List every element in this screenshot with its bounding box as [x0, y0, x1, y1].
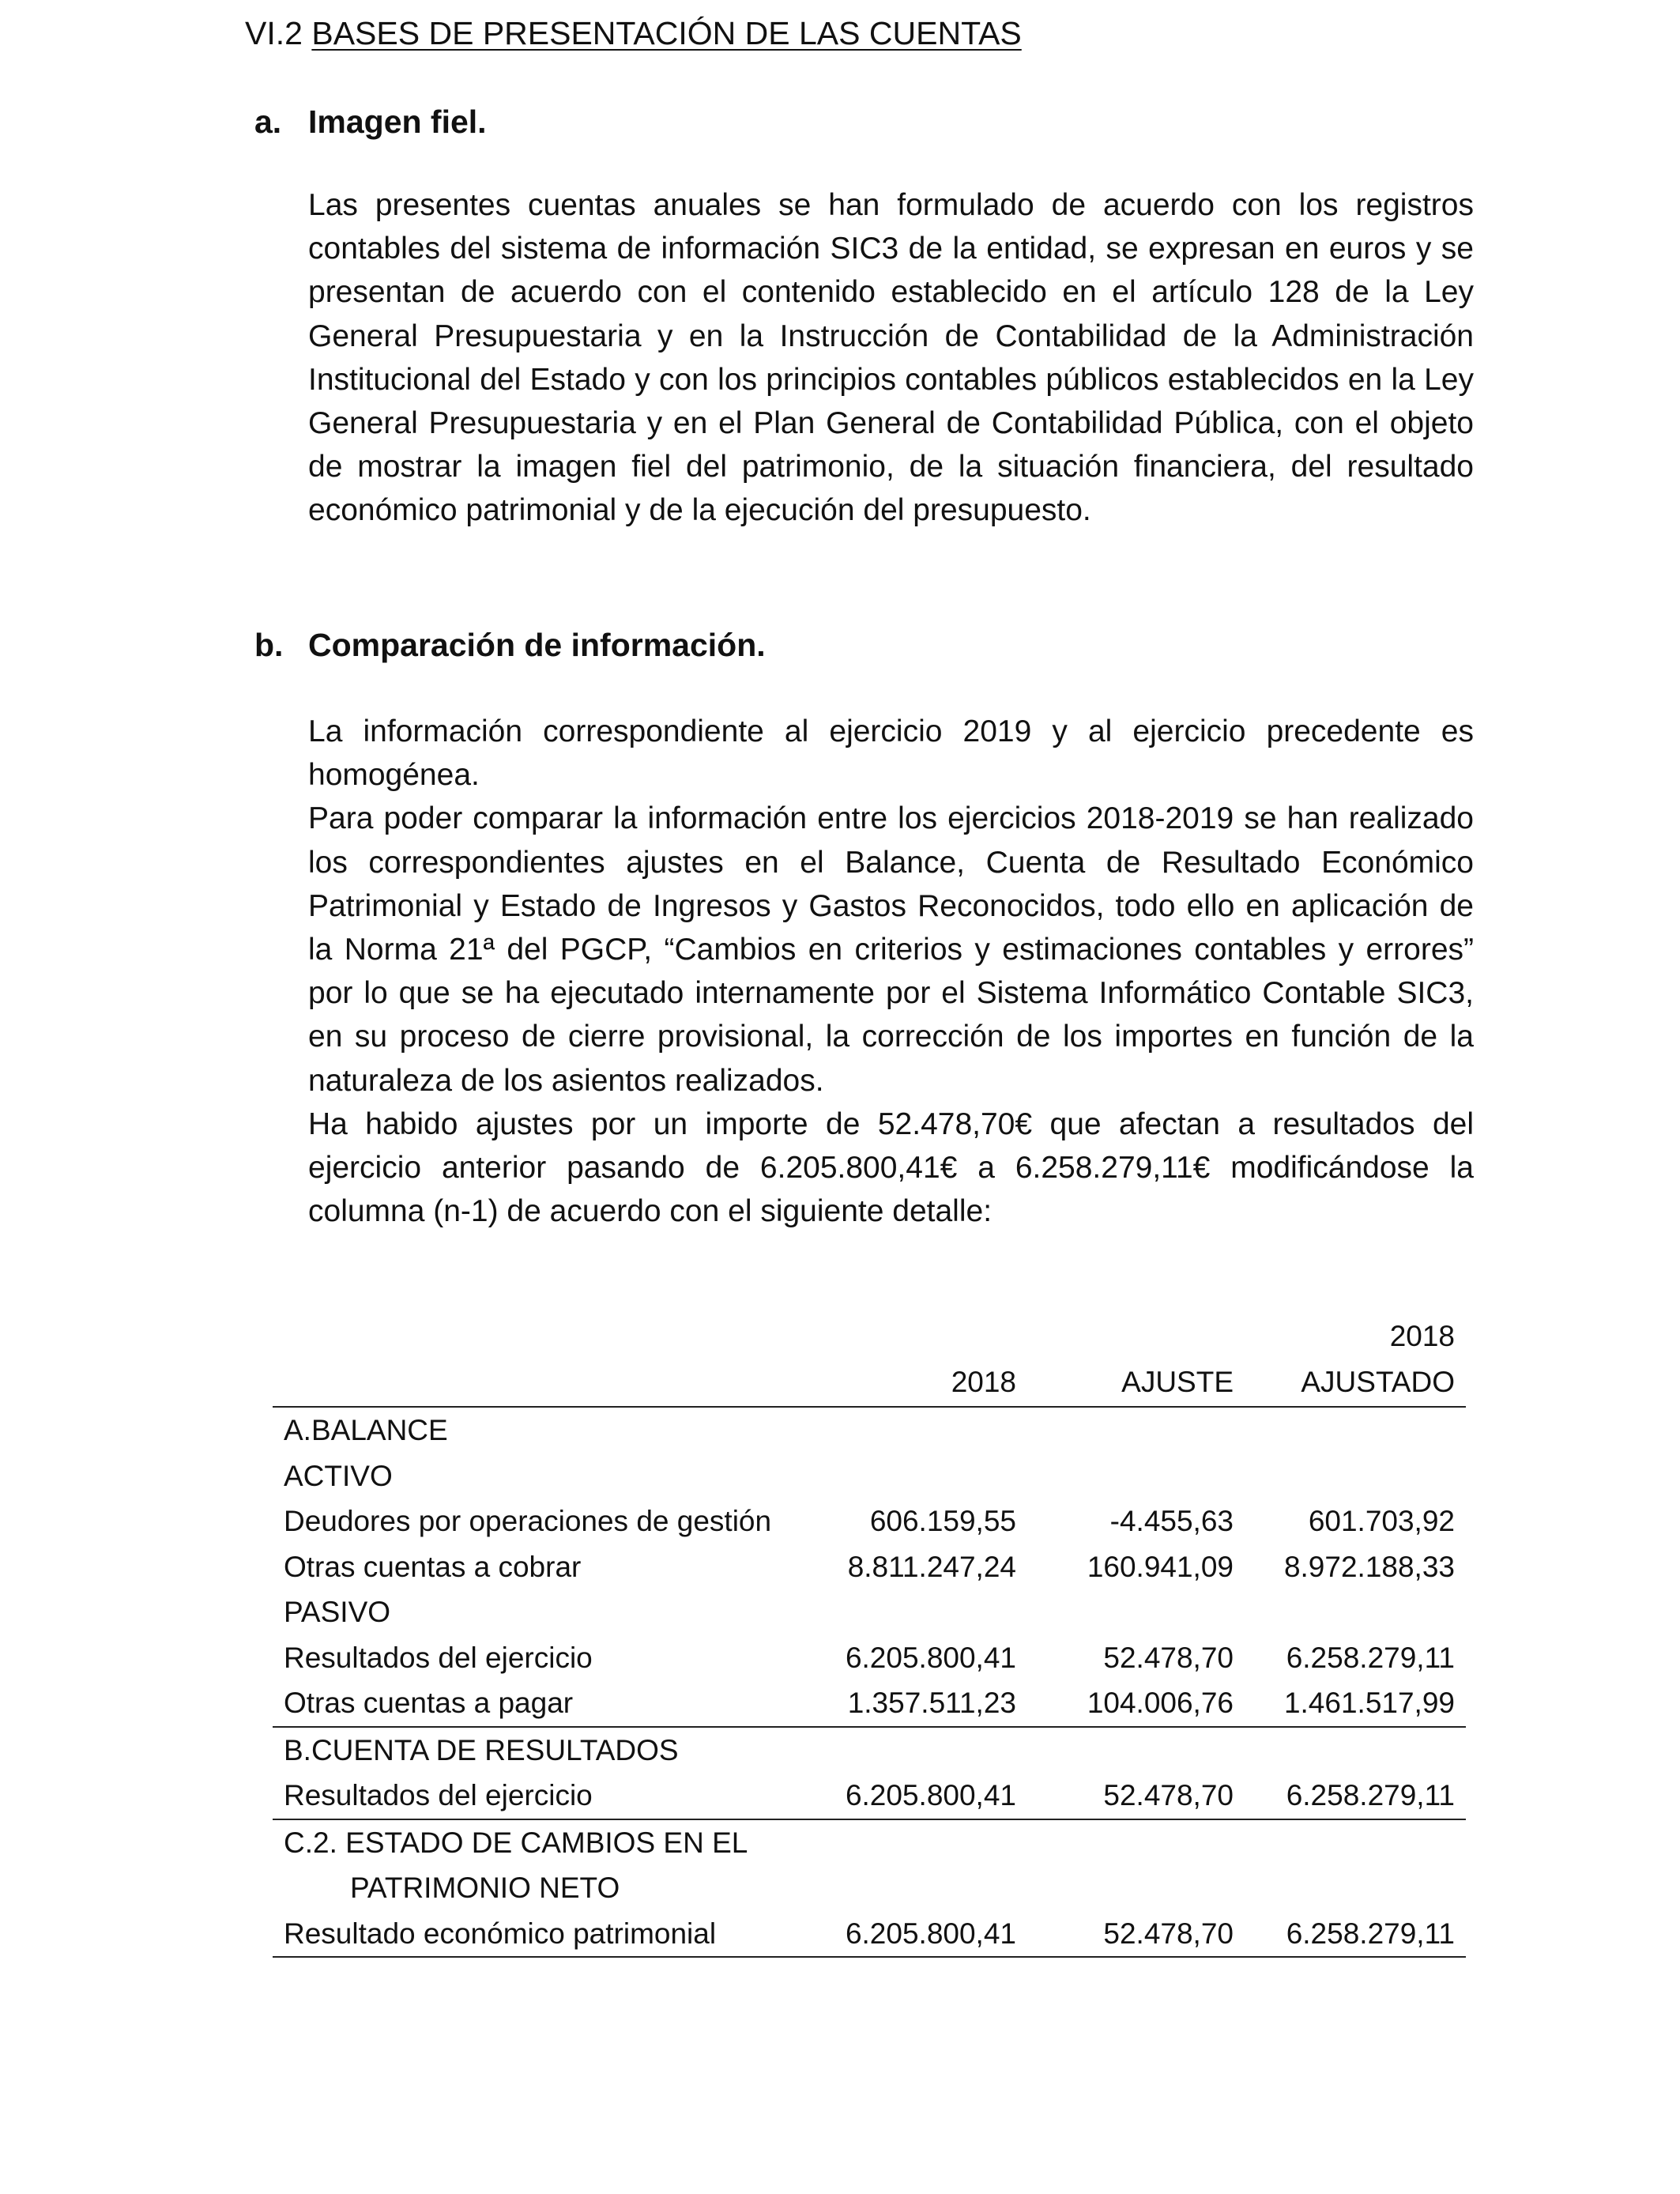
estado-title-line1: C.2. ESTADO DE CAMBIOS EN EL [284, 1826, 748, 1859]
table-row [273, 1498, 1466, 1544]
section-b-title [254, 623, 766, 667]
header-ajuste [1027, 1314, 1245, 1407]
table-row [273, 1544, 1466, 1590]
table-row [273, 1453, 1466, 1499]
cuenta-title: B.CUENTA DE RESULTADOS [284, 1733, 679, 1766]
cell-2018: 6.205.800,41 [845, 1641, 1016, 1674]
pasivo-title: PASIVO [284, 1596, 391, 1628]
balance-title: A.BALANCE [284, 1414, 448, 1446]
table-row [273, 1773, 1466, 1819]
cell-ajustado: 1.461.517,99 [1245, 1680, 1466, 1727]
adjustment-table [273, 1314, 1466, 1958]
cell-ajustado: 6.258.279,11 [1245, 1911, 1466, 1958]
section-a-title [254, 100, 487, 144]
cell-ajustado: 8.972.188,33 [1283, 1550, 1455, 1583]
section-heading [245, 11, 1022, 55]
cell-ajustado: 6.258.279,11 [1245, 1773, 1466, 1819]
section-b-title-text: Comparación de información. [308, 627, 766, 663]
cell-ajuste: 52.478,70 [1027, 1911, 1245, 1958]
section-a-paragraph: Las presentes cuentas anuales se han formulado de acuerdo con los registros contables del sistema de información SIC3 de la entidad, se expresan en euros y se presentan de acuerdo con el contenido establecido en el artículo 128 de la Ley General Presupuestaria y en la Instrucción de Contabilidad de la Administración Institucional del Estado y con los principios contables públicos establecidos en la Ley General Presupuestaria y en el Plan General de Contabilidad Pública, con el objeto de mostrar la imagen fiel del patrimonio, de la situación financiera, del resultado económico patrimonial y de la ejecución del presupuesto. [308, 188, 1474, 528]
header-2018-ajustado [1245, 1314, 1466, 1407]
table-row [273, 1727, 1466, 1774]
table-header-row [273, 1314, 1466, 1407]
table-row [273, 1680, 1466, 1727]
section-a-title-text: Imagen fiel. [308, 104, 487, 140]
section-b-paragraph-2: Para poder comparar la información entre los ejercicios 2018-2019 se han realizado los correspondientes ajustes en el Balance, Cuenta de Resultado Económico Patrimonial y Estado de Ingresos y Gastos Reconocidos, todo ello en aplicación de la Norma 21ª del PGCP, “Cambios en criterios y estimaciones contables y errores” por lo que se ha ejecutado internamente por el Sistema Informático Contable SIC3, en su proceso de cierre provisional, la corrección de los importes en función de la naturaleza de los asientos realizados. [308, 801, 1474, 1098]
cell-2018: 8.811.247,24 [847, 1550, 1016, 1583]
row-label: Resultado económico patrimonial [273, 1911, 810, 1958]
table-row [273, 1589, 1466, 1635]
cell-2018: 6.205.800,41 [810, 1911, 1027, 1958]
cell-ajustado: 601.703,92 [1308, 1505, 1455, 1537]
header-2018: 2018 [810, 1314, 1027, 1407]
cell-ajustado: 6.258.279,11 [1286, 1641, 1455, 1674]
row-label: Deudores por operaciones de gestión [284, 1505, 772, 1537]
estado-title-line2: PATRIMONIO NETO [350, 1872, 620, 1904]
header-ajustado-line2: AJUSTADO [1301, 1365, 1455, 1398]
table-row [273, 1407, 1466, 1453]
table-row [273, 1865, 1466, 1911]
cell-ajuste: 52.478,70 [1103, 1641, 1234, 1674]
heading-title: BASES DE PRESENTACIÓN DE LAS CUENTAS [311, 15, 1022, 51]
cell-ajuste: 104.006,76 [1027, 1680, 1245, 1727]
row-label: Resultados del ejercicio [273, 1773, 810, 1819]
cell-ajuste: 160.941,09 [1087, 1550, 1234, 1583]
activo-title: ACTIVO [284, 1459, 393, 1492]
cell-2018: 1.357.511,23 [810, 1680, 1027, 1727]
cell-ajuste: -4.455,63 [1109, 1505, 1234, 1537]
header-ajustado-line1: 2018 [1389, 1320, 1455, 1352]
section-b-letter: b. [254, 627, 284, 663]
header-ajuste-text: AJUSTE [1121, 1365, 1234, 1398]
table-row [273, 1819, 1466, 1866]
cell-2018: 606.159,55 [869, 1505, 1016, 1537]
section-b-paragraph-1: La información correspondiente al ejercicio 2019 y al ejercicio precedente es homogénea. [308, 714, 1474, 793]
header-label-cell [273, 1314, 810, 1407]
cell-ajuste: 52.478,70 [1027, 1773, 1245, 1819]
section-b-paragraph-3: Ha habido ajustes por un importe de 52.478,70€ que afectan a resultados del ejercicio anterior pasando de 6.205.800,41€ a 6.258.279,11€ modificándose la columna (n-1) de acuerdo con el siguiente detalle: [308, 1106, 1474, 1229]
table-row [273, 1635, 1466, 1681]
section-a-letter: a. [254, 104, 282, 140]
heading-number: VI.2 [245, 15, 303, 51]
row-label: Otras cuentas a pagar [273, 1680, 810, 1727]
cell-2018: 6.205.800,41 [810, 1773, 1027, 1819]
section-b-paragraph-block [308, 710, 1474, 1233]
row-label: Resultados del ejercicio [284, 1641, 593, 1674]
table-row [273, 1911, 1466, 1958]
section-a-paragraph-block [308, 183, 1474, 533]
row-label: Otras cuentas a cobrar [284, 1550, 582, 1583]
